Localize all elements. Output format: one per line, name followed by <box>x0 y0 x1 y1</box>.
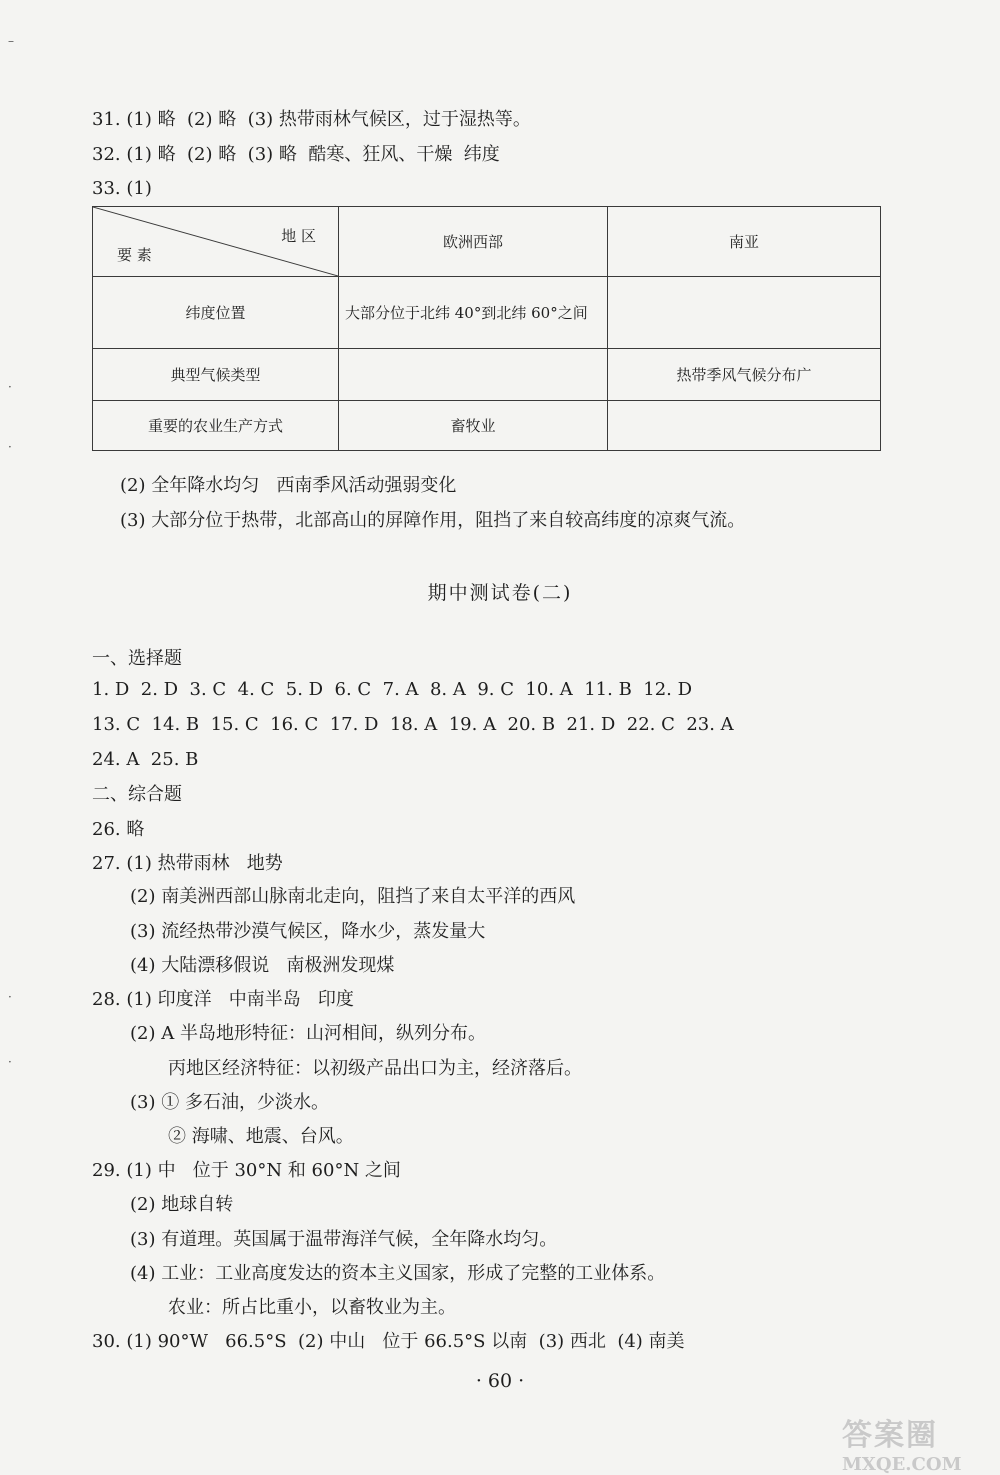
answer-line: 29. (1) 中 位于 30°N 和 60°N 之间 <box>92 1160 401 1181</box>
answer-line: 农业：所占比重小，以畜牧业为主。 <box>168 1297 456 1318</box>
answer-line: ② 海啸、地震、台风。 <box>168 1126 354 1147</box>
answer-line: 33. (1) <box>92 178 152 199</box>
answer-line: (3) 大部分位于热带，北部高山的屏障作用，阻挡了来自较高纬度的凉爽气流。 <box>120 510 746 531</box>
answer-line: 1. D 2. D 3. C 4. C 5. D 6. C 7. A 8. A 9. C 10. A 11. B 12. D <box>92 679 693 700</box>
section-heading: 一、选择题 <box>92 648 182 669</box>
answer-line: (2) 全年降水均匀 西南季风活动强弱变化 <box>120 475 457 496</box>
section-heading: 二、综合题 <box>92 784 182 805</box>
table-cell: 畜牧业 <box>339 401 608 451</box>
answer-line: (4) 大陆漂移假说 南极洲发现煤 <box>130 955 395 976</box>
scan-mark-left-1: · <box>8 380 12 394</box>
scan-mark-left-3: · <box>8 990 12 1004</box>
table-cell <box>608 277 881 349</box>
answer-line: 28. (1) 印度洋 中南半岛 印度 <box>92 989 354 1010</box>
row-label: 重要的农业生产方式 <box>93 401 339 451</box>
answer-line: 30. (1) 90°W 66.5°S (2) 中山 位于 66.5°S 以南 (3) 西北 (4) 南美 <box>92 1331 685 1352</box>
answer-line: (2) A 半岛地形特征：山河相间，纵列分布。 <box>130 1023 486 1044</box>
table-cell: 大部分位于北纬 40°到北纬 60°之间 <box>339 277 608 349</box>
answer-line: 32. (1) 略 (2) 略 (3) 略 酷寒、狂风、干燥 纬度 <box>92 144 500 165</box>
scan-mark-top: – <box>8 34 14 48</box>
answer-line: 13. C 14. B 15. C 16. C 17. D 18. A 19. A 20. B 21. D 22. C 23. A <box>92 714 734 735</box>
table-cell: 热带季风气候分布广 <box>608 349 881 401</box>
watermark-en: MXQE.COM <box>842 1454 962 1475</box>
answer-line: (3) 有道理。英国属于温带海洋气候，全年降水均匀。 <box>130 1229 558 1250</box>
section-title: 期中测试卷(二) <box>427 582 573 604</box>
header-south-asia: 南亚 <box>608 207 881 277</box>
answer-line: 31. (1) 略 (2) 略 (3) 热带雨林气候区，过于湿热等。 <box>92 109 531 130</box>
table-corner-cell <box>93 207 339 277</box>
page-number: · 60 · <box>475 1370 525 1392</box>
answer-line: 24. A 25. B <box>92 749 199 770</box>
answer-line: (3) ① 多石油，少淡水。 <box>130 1092 329 1113</box>
scan-mark-left-2: · <box>8 440 12 454</box>
watermark-cn: 答案圈 <box>842 1418 938 1453</box>
corner-region-label: 地 区 <box>281 227 316 245</box>
answer-line: (2) 地球自转 <box>130 1194 234 1215</box>
corner-element-label: 要 素 <box>117 246 152 264</box>
table-cell <box>608 401 881 451</box>
comparison-table <box>92 206 881 451</box>
scan-mark-left-4: · <box>8 1055 12 1069</box>
row-label: 纬度位置 <box>93 277 339 349</box>
answer-line: (3) 流经热带沙漠气候区，降水少，蒸发量大 <box>130 921 486 942</box>
answer-line: 27. (1) 热带雨林 地势 <box>92 853 283 874</box>
row-label: 典型气候类型 <box>93 349 339 401</box>
header-europe-west: 欧洲西部 <box>339 207 608 277</box>
table-cell <box>339 349 608 401</box>
answer-line: 26. 略 <box>92 819 145 840</box>
answer-line: (4) 工业：工业高度发达的资本主义国家，形成了完整的工业体系。 <box>130 1263 666 1284</box>
watermark-logo <box>842 1410 992 1475</box>
answer-line: 丙地区经济特征：以初级产品出口为主，经济落后。 <box>168 1058 582 1079</box>
answer-line: (2) 南美洲西部山脉南北走向，阻挡了来自太平洋的西风 <box>130 886 576 907</box>
